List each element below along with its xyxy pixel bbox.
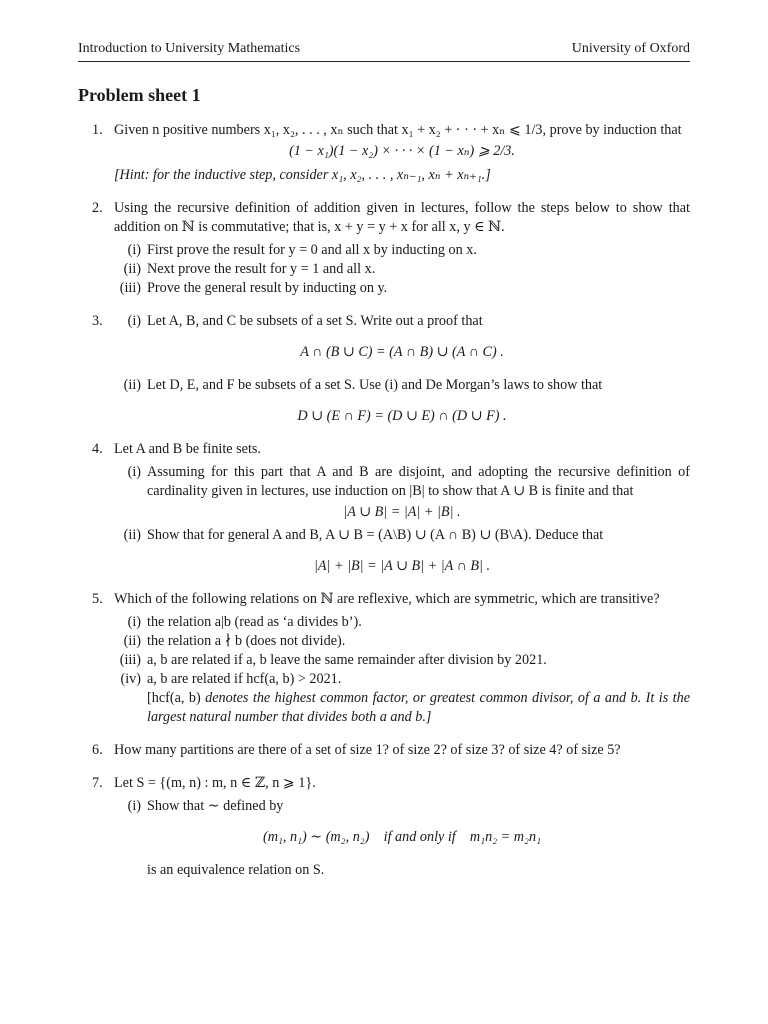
problem-text: How many partitions are there of a set of size 1? of size 2? of size 3? of size 4? of size 5? — [114, 742, 621, 758]
part-label: (i) — [127, 614, 141, 630]
display-equation: |A| + |B| = |A ∪ B| + |A ∩ B| . — [313, 558, 491, 574]
part-list — [114, 241, 690, 298]
part-label: (ii) — [123, 527, 141, 543]
problem-text: Using the recursive definition of addition given in lectures, follow the steps below to show that addition on ℕ is commutative; that is, x + y = y + x for all x, y ∈ ℕ. — [114, 200, 690, 235]
part-item — [114, 651, 690, 670]
part-text: Prove the general result by inducting on y. — [147, 280, 388, 296]
note-text — [147, 689, 690, 727]
problem-4 — [78, 440, 690, 576]
part-item — [114, 632, 690, 651]
problem-text: Let S = {(m, n) : m, n ∈ ℤ, n ⩾ 1}. — [114, 775, 316, 791]
part-list — [114, 613, 690, 727]
note-item — [114, 689, 690, 727]
part-text: the relation a|b (read as ‘a divides b’). — [147, 614, 362, 630]
part-label: (i) — [127, 313, 141, 329]
problem-5 — [78, 590, 690, 727]
sheet-title: Problem sheet 1 — [78, 85, 201, 105]
part-item — [114, 241, 690, 260]
part-label: (i) — [127, 798, 141, 814]
part-item — [114, 797, 690, 816]
part-label: (ii) — [123, 377, 141, 393]
problem-3 — [78, 312, 690, 426]
problem-number: 7. — [92, 775, 103, 791]
problem-number: 5. — [92, 591, 103, 607]
institution-name: University of Oxford — [571, 41, 690, 56]
problem-text: Which of the following relations on ℕ are reflexive, which are symmetric, which are transitive? — [114, 591, 660, 607]
part-text: Assuming for this part that A and B are disjoint, and adopting the recursive definition of cardinality given in lectures, use induction on |B| to show that A ∪ B is finite and that — [147, 464, 690, 499]
display-equation: (m₁, n₁) ∼ (m₂, n₂) if and only if m₁n₂ = m₂n₁ — [262, 829, 542, 845]
display-equation: |A ∪ B| = |A| + |B| . — [343, 504, 461, 520]
part-text: the relation a ∤ b (does not divide). — [147, 633, 346, 649]
part-item — [114, 312, 690, 331]
problem-2 — [78, 199, 690, 298]
part-text: is an equivalence relation on S. — [147, 862, 325, 878]
problem-number: 2. — [92, 200, 103, 216]
part-item — [114, 670, 690, 689]
display-equation: A ∩ (B ∪ C) = (A ∩ B) ∪ (A ∩ C) . — [300, 344, 504, 360]
note-prefix: [hcf(a, b) — [147, 690, 206, 706]
part-text: Show that ∼ defined by — [147, 798, 284, 814]
part-item — [114, 463, 690, 501]
part-label: (ii) — [123, 633, 141, 649]
part-label: (iii) — [119, 280, 141, 296]
problem-number: 6. — [92, 742, 103, 758]
part-label: (i) — [127, 242, 141, 258]
running-header — [78, 39, 690, 62]
part-list — [114, 797, 690, 880]
part-label: (iv) — [120, 671, 141, 687]
display-equation: (1 − x₁)(1 − x₂) × · · · × (1 − xₙ) ⩾ 2/3. — [289, 143, 515, 159]
part-text: Let A, B, and C be subsets of a set S. Write out a proof that — [147, 313, 483, 329]
part-text: a, b are related if a, b leave the same remainder after division by 2021. — [147, 652, 547, 668]
course-title: Introduction to University Mathematics — [78, 41, 301, 56]
part-text: First prove the result for y = 0 and all x by inducting on x. — [147, 242, 477, 258]
part-item — [114, 279, 690, 298]
part-label: (iii) — [119, 652, 141, 668]
problem-1 — [78, 121, 690, 185]
part-item — [114, 526, 690, 545]
problem-list — [78, 121, 690, 894]
part-item — [114, 613, 690, 632]
part-list — [114, 463, 690, 576]
part-text: Next prove the result for y = 1 and all x. — [147, 261, 376, 277]
part-label: (i) — [127, 464, 141, 480]
part-item — [114, 260, 690, 279]
hint-text: [Hint: for the inductive step, consider x₁, x₂, . . . , xₙ₋₁, xₙ + xₙ₊₁.] — [114, 167, 491, 183]
problem-number: 4. — [92, 441, 103, 457]
problem-number: 1. — [92, 122, 103, 138]
part-text: Show that for general A and B, A ∪ B = (A\B) ∪ (A ∩ B) ∪ (B\A). Deduce that — [147, 527, 604, 543]
part-text: Let D, E, and F be subsets of a set S. Use (i) and De Morgan’s laws to show that — [147, 377, 603, 393]
problem-text: Given n positive numbers x₁, x₂, . . . , xₙ such that x₁ + x₂ + · · · + xₙ ⩽ 1/3, prove by induction that — [114, 122, 682, 138]
part-text: a, b are related if hcf(a, b) > 2021. — [147, 671, 342, 687]
display-equation: D ∪ (E ∩ F) = (D ∪ E) ∩ (D ∪ F) . — [297, 408, 507, 424]
note-body: denotes the highest common factor, or greatest common divisor, of a and b. It is the largest natural number that divides both a and b.] — [147, 690, 690, 725]
problem-text: Let A and B be finite sets. — [114, 441, 261, 457]
problem-number: 3. — [92, 313, 103, 329]
part-label: (ii) — [123, 261, 141, 277]
problem-7 — [78, 774, 690, 880]
part-item — [114, 376, 690, 395]
problem-6 — [78, 741, 690, 760]
part-continuation — [114, 861, 690, 880]
